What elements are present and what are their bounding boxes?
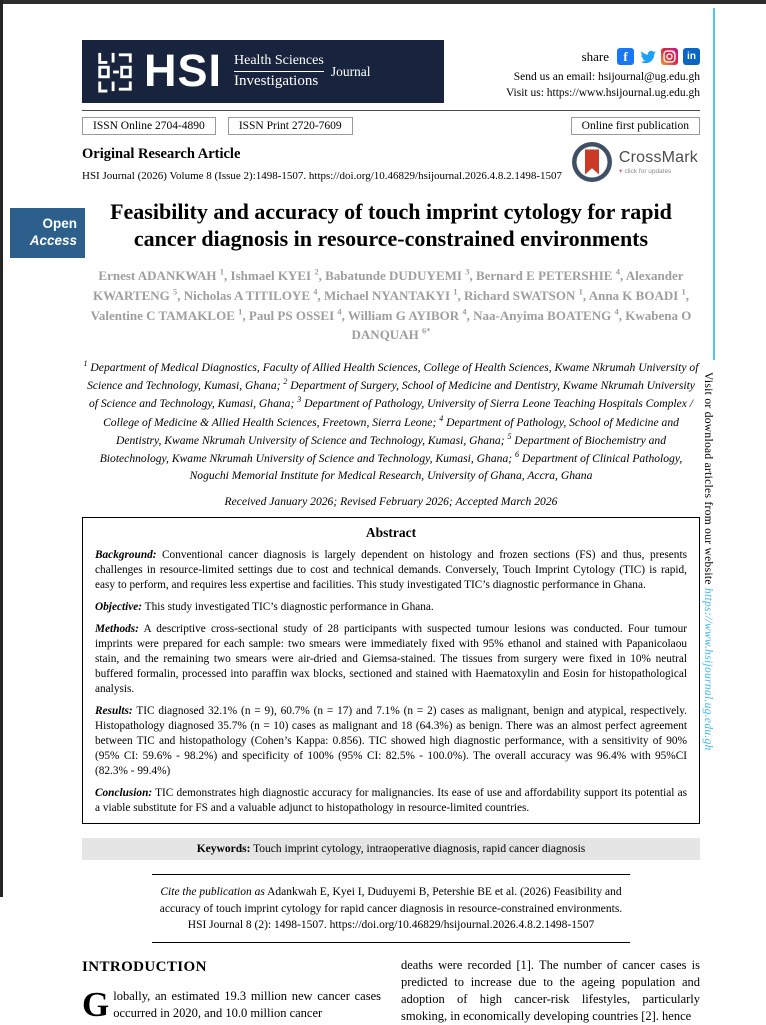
abstract-section: Background: Conventional cancer diagnosis is largely dependent on histology and frozen sections (FS) and thus, presents challenges in resource-limited settings due to cost and technical demands. Conversely, Touch Imprint Cytology (TIC) is rapid, easy to perform, and requires less expertise and facilities. This study investigated TIC’s diagnostic performance in Ghana. bbox=[95, 549, 687, 592]
abstract-section: Results: TIC diagnosed 32.1% (n = 9), 60.7% (n = 17) and 7.1% (n = 2) cases as malignant, benign and atypical, respectively. Histopathology diagnosed 35.7% (n = 10) cases as malignant and 18 (64.3%) as benign. There was an almost perfect agreement between TIC and histopathology (Cohen’s Kappa: 0.856). TIC showed high diagnostic performance, with a sensitivity of 90% (95% CI: 59.6% - 98.2%) and specificity of 100% (95% CI: 82.5% - 100.0%). The overall accuracy was 96.4% with 95%CI (82.3% - 99.4%) bbox=[95, 705, 687, 778]
instagram-icon[interactable] bbox=[661, 48, 678, 65]
hsi-logo-line2: Investigations bbox=[234, 73, 319, 89]
open-access-badge bbox=[10, 208, 85, 258]
contact-visit-line: Visit us: https://www.hsijournal.ug.edu.gh bbox=[505, 86, 700, 99]
crossmark-icon bbox=[570, 140, 614, 184]
author: Alexander KWARTENG $^5$, bbox=[92, 267, 684, 303]
issn-online-badge: ISSN Online 2704-4890 bbox=[82, 117, 216, 135]
contact-email-line: Send us an email: hsijournal@ug.edu.gh bbox=[513, 71, 700, 83]
issn-row bbox=[82, 117, 700, 135]
author: Ishmael KYEI $^2$, bbox=[230, 266, 326, 283]
share-contact-block bbox=[506, 40, 700, 101]
author: Michael NYANTAKYI $^1$, bbox=[324, 286, 465, 303]
citation-block bbox=[152, 874, 630, 943]
article-title: Feasibility and accuracy of touch imprint cytology for rapid cancer diagnosis in resource-constrained environments bbox=[110, 199, 672, 252]
crossmark-text bbox=[619, 149, 698, 175]
page-top-rule bbox=[0, 0, 766, 4]
hsi-logo-acronym: HSI bbox=[144, 45, 223, 97]
crossmark-widget[interactable] bbox=[570, 140, 698, 184]
masthead-divider bbox=[82, 110, 700, 111]
page-left-rule bbox=[0, 0, 3, 897]
keywords-bar bbox=[82, 838, 700, 860]
crossmark-name: CrossMark bbox=[618, 149, 698, 166]
issn-print-badge: ISSN Print 2720-7609 bbox=[228, 117, 353, 135]
introduction-section bbox=[82, 957, 700, 1025]
facebook-icon[interactable]: f bbox=[617, 48, 634, 65]
author: Bernard E PETERSHIE $^4$, bbox=[475, 266, 626, 283]
twitter-icon[interactable] bbox=[639, 48, 656, 65]
authors-line bbox=[82, 266, 700, 345]
intro-left-column bbox=[82, 957, 381, 1025]
author: Naa-Anyima BOATENG $^4$, bbox=[473, 306, 626, 323]
side-vertical-rule bbox=[713, 8, 715, 360]
citation-text: Adankwah E, Kyei I, Duduyemi B, Petershie BE et al. (2026) Feasibility and accuracy of touch imprint cytology for rapid cancer diagnosis in resource-constrained environments. HSI Journal 8 (2): 1498-1507. https://doi.org/10.46829/hsijournal.2026.4.8.2.1498-1507 bbox=[159, 886, 623, 932]
author: Nicholas A TITILOYE $^4$, bbox=[183, 286, 324, 303]
author: Valentine C TAMAKLOE $^1$, bbox=[90, 306, 249, 323]
author: Babatunde DUDUYEMI $^3$, bbox=[325, 266, 476, 283]
author: Richard SWATSON $^1$, bbox=[464, 286, 589, 303]
linkedin-icon[interactable]: in bbox=[683, 48, 700, 65]
masthead bbox=[82, 40, 700, 103]
hsi-logo-words bbox=[234, 53, 371, 90]
intro-paragraph-right: deaths were recorded [1]. The number of cancer cases is predicted to increase due to the ageing population and adoption of high cancer-risk lifestyles, particularly smoking, in economically developing countries [2]. hence bbox=[401, 958, 700, 1024]
side-vertical-note bbox=[702, 372, 714, 882]
abstract-section: Objective: This study investigated TIC’s diagnostic performance in Ghana. bbox=[95, 601, 434, 614]
article-type-label: Original Research Article bbox=[82, 146, 241, 162]
citation-lead: Cite the publication as bbox=[160, 886, 265, 899]
crossmark-plus-icon: + bbox=[618, 168, 623, 175]
intro-heading: INTRODUCTION bbox=[82, 959, 207, 976]
intro-right-column bbox=[401, 957, 700, 1025]
keywords-label: Keywords: bbox=[196, 843, 251, 856]
author: Kwabena O DANQUAH $^{6*}$ bbox=[351, 307, 692, 343]
intro-paragraph-left: Globally, an estimated 19.3 million new cancer cases occurred in 2020, and 10.0 million cancer bbox=[82, 984, 381, 1024]
share-row bbox=[506, 48, 700, 65]
hsi-logo-suffix: Journal bbox=[330, 63, 371, 79]
open-access-line1: Open bbox=[42, 216, 77, 232]
open-access-line2: Access bbox=[29, 233, 77, 248]
abstract-section: Methods: A descriptive cross-sectional study of 28 participants with suspected tumour lesions was conducted. Four tumour imprints were prepared for each sample: two smears were immediately fixed with 95% ethanol and stained with Papanicolaou stain, and the remaining two smears were air-dried and Giemsa-stained. The tissues from surgery were fixed in 10% neutral buffered formalin, processed into paraffin wax blocks, sectioned and stained with Haematoxylin and Eosin for histopathological analysis. bbox=[95, 623, 687, 696]
author: Anna K BOADI $^1$, bbox=[588, 286, 690, 303]
drop-cap: G bbox=[82, 984, 110, 1024]
hsi-logo-stack bbox=[234, 53, 324, 90]
keywords-text: Touch imprint cytology, intraoperative diagnosis, rapid cancer diagnosis bbox=[253, 843, 586, 856]
hsi-journal-logo bbox=[82, 40, 444, 103]
crossmark-tagline: + click for updates bbox=[618, 168, 672, 175]
abstract-section: Conclusion: TIC demonstrates high diagnostic accuracy for malignancies. Its ease of use and affordability support its potential as a viable substitute for FS and a valuable adjunct to histopathology in resource-limited countries. bbox=[95, 787, 687, 815]
affiliations: $^1$ Department of Medical Diagnostics, Faculty of Allied Health Sciences, College of Health Sciences, Kwame Nkrumah University of Science and Technology, Kumasi, Ghana; $^2$ Department of Surgery, School of Medicine and Dentistry, Kwame Nkrumah University of Science and Technology, Kumasi, Ghana; $^3$ Department of Pathology, University of Sierra Leone Teaching Hospitals Complex / College of Medicine & Allied Health Sciences, Freetown, Sierra Leone; $^4$ Department of Pathology, School of Medicine and Dentistry, Kwame Nkrumah University of Science and Technology, Kumasi, Ghana; $^5$ Department of Biochemistry and Biotechnology, Kwame Nkrumah University of Science and Technology, Kumasi, Ghana; $^6$ Department of Clinical Pathology, Noguchi Memorial Institute for Medical Research, University of Ghana, Accra, Ghana bbox=[83, 358, 699, 482]
page-content bbox=[29, 40, 700, 1025]
hsi-logo-line1: Health Sciences bbox=[234, 53, 324, 72]
author: William G AYIBOR $^4$, bbox=[347, 306, 474, 323]
side-note-text: Visit or download articles from our website bbox=[702, 372, 714, 585]
author: Paul PS OSSEI $^4$, bbox=[248, 306, 348, 323]
author: Ernest ADANKWAH $^1$, bbox=[98, 266, 231, 283]
volume-doi-line: HSI Journal (2026) Volume 8 (Issue 2):1498-1507. https://doi.org/10.46829/hsijournal.2026.4.8.2.1498-1507 bbox=[82, 170, 563, 182]
abstract-box bbox=[82, 517, 700, 824]
abstract-body bbox=[95, 548, 687, 816]
received-dates-line: Received January 2026; Revised February 2026; Accepted March 2026 bbox=[224, 495, 558, 509]
side-note-url[interactable]: https://www.hsijournal.ug.edu.gh bbox=[702, 587, 714, 751]
abstract-heading: Abstract bbox=[365, 525, 417, 541]
online-first-badge: Online first publication bbox=[571, 117, 700, 135]
hsi-logo-mark-icon bbox=[94, 51, 136, 93]
share-label: share bbox=[581, 48, 609, 64]
